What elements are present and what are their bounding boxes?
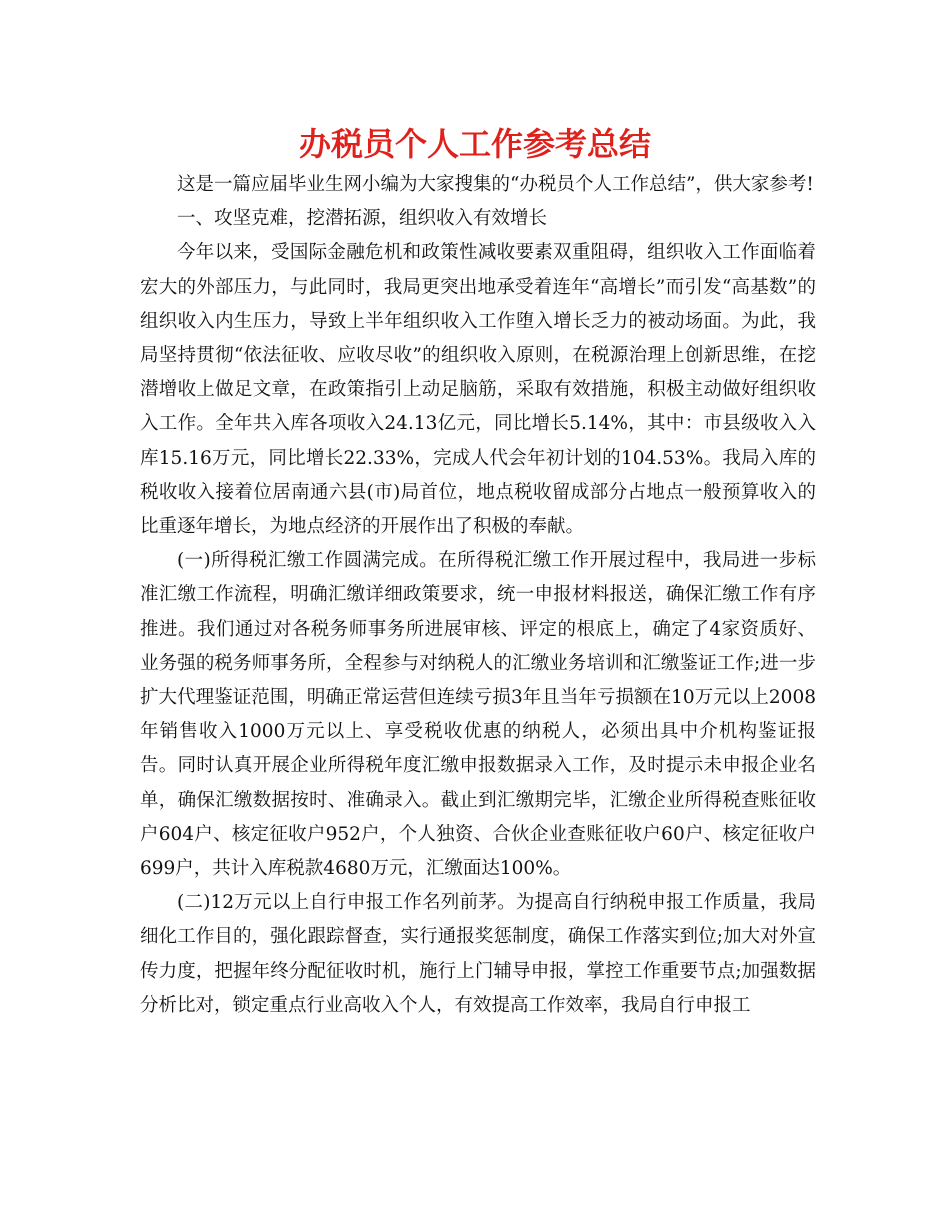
document-title: 办税员个人工作参考总结 xyxy=(298,125,651,163)
section-heading: 一、攻坚克难，挖潜拓源，组织收入有效增长 xyxy=(177,208,548,230)
intro-paragraph: 这是一篇应届毕业生网小编为大家搜集的“办税员个人工作总结”，供大家参考! xyxy=(177,174,814,195)
body-paragraph: 今年以来，受国际金融危机和政策性减收要素双重阻碍，组织收入工作面临着宏大的外部压力，与此同时，我局更突出地承受着连年“高增长”而引发“高基数”的组织收入内生压力，导致上半年组织收入工作堕入增长乏力的被动场面。为此，我局坚持贯彻“依法征收、应收尽收”的组织收入原则，在税源治理上创新思维，在挖潜增收上做足文章，在政策指引上动足脑筋，采取有效措施，积极主动做好组织收入工作。全年共入库各项收入24.13亿元，同比增长5.14%，其中：市县级收入入库15.16万元，同比增长22.33%，完成人代会年初计划的104.53%。我局入库的税收收入接着位居南通六县(市)局首位，地点税收留成部分占地点一般预算收入的比重逐年增长，为地点经济的开展作出了积极的奉献。 xyxy=(140,242,816,538)
body-paragraph: (二)12万元以上自行申报工作名列前茅。为提高自行纳税申报工作质量，我局细化工作目的，强化跟踪督查，实行通报奖惩制度，确保工作落实到位;加大对外宣传力度，把握年终分配征收时机，施行上门辅导申报，掌控工作重要节点;加强数据分析比对，锁定重点行业高收入个人，有效提高工作效率，我局自行申报工 xyxy=(140,892,816,1016)
document-body xyxy=(140,168,816,1023)
body-paragraph: (一)所得税汇缴工作圆满完成。在所得税汇缴工作开展过程中，我局进一步标准汇缴工作流程，明确汇缴详细政策要求，统一申报材料报送，确保汇缴工作有序推进。我们通过对各税务师事务所进展审核、评定的根底上，确定了4家资质好、业务强的税务师事务所，全程参与对纳税人的汇缴业务培训和汇缴鉴证工作;进一步扩大代理鉴证范围，明确正常运营但连续亏损3年且当年亏损额在10万元以上2008年销售收入1000万元以上、享受税收优惠的纳税人，必须出具中介机构鉴证报告。同时认真开展企业所得税年度汇缴申报数据录入工作，及时提示未申报企业名单，确保汇缴数据按时、准确录入。截止到汇缴期完毕，汇缴企业所得税查账征收户604户、核定征收户952户，个人独资、合伙企业查账征收户60户、核定征收户699户，共计入库税款4680万元，汇缴面达100%。 xyxy=(140,550,816,880)
